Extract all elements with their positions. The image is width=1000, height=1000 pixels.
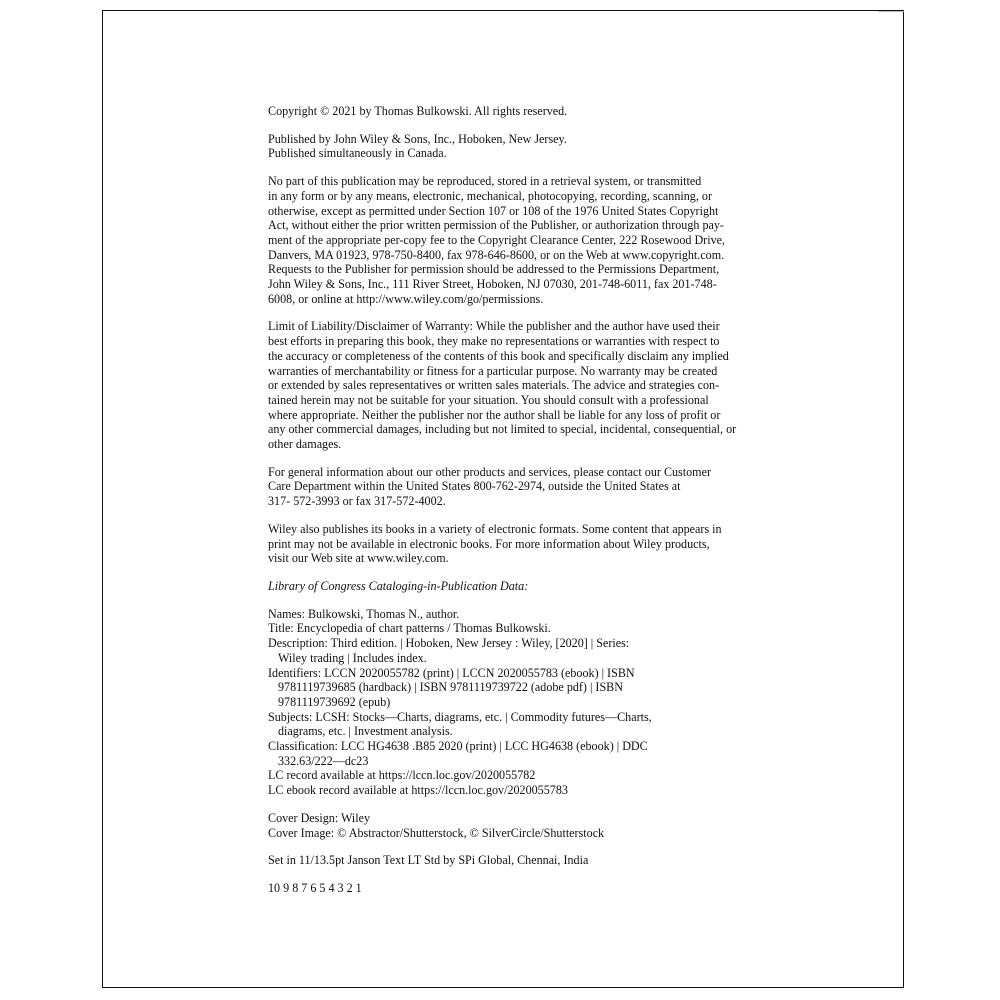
- cip-classification: Classification: LCC HG4638 .B85 2020 (print) | LCC HG4638 (ebook) | DDC: [268, 739, 648, 754]
- cip-subjects: diagrams, etc. | Investment analysis.: [278, 724, 453, 739]
- cip-title: Title: Encyclopedia of chart patterns / Thomas Bulkowski.: [268, 621, 551, 636]
- printing-line: 10 9 8 7 6 5 4 3 2 1: [268, 880, 362, 895]
- cover-credits: [268, 811, 758, 840]
- cip-classification: 332.63/222—dc23: [278, 753, 369, 768]
- corner-mark: [878, 11, 904, 12]
- copyright-content: [268, 104, 758, 909]
- published-paragraph: [268, 132, 758, 161]
- cip-lc-ebook-record: LC ebook record available at https://lccn.loc.gov/2020055783: [268, 783, 568, 798]
- cip-subjects: Subjects: LCSH: Stocks—Charts, diagrams, etc. | Commodity futures—Charts,: [268, 709, 652, 724]
- cip-data-block: [268, 607, 758, 798]
- loc-heading: Library of Congress Cataloging-in-Publication Data:: [268, 578, 529, 593]
- cover-image: Cover Image: © Abstractor/Shutterstock, © SilverCircle/Shutterstock: [268, 825, 605, 840]
- no-part-paragraph: No part of this publication may be reproduced, stored in a retrieval system, or transmitted in any form or by any means, electronic, mechanical, photocopying, recording, scanning, or otherwise, except as permitted under Section 107 or 108 of the 1976 United States Copyright Act, without either the prior written permission of the Publisher, or authorization through pay- ment of the appropriate per-copy fee to the Copyright Clearance Center, 222 Rosewood Drive, Danvers, MA 01923, 978-750-8400, fax 978-646-8600, or on the Web at www.copyright.com. Requests to the Publisher for permission should be addressed to the Permissions Department, John Wiley & Sons, Inc., 111 River Street, Hoboken, NJ 07030, 201-748-6011, fax 201-748- 6008, or online at http://www.wiley.com/go/permissions.: [268, 174, 726, 306]
- cip-identifiers: 9781119739692 (epub): [278, 694, 391, 709]
- cip-identifiers: 9781119739685 (hardback) | ISBN 9781119739722 (adobe pdf) | ISBN: [278, 680, 623, 695]
- cip-description: Wiley trading | Includes index.: [278, 650, 427, 665]
- published-line: Published simultaneously in Canada.: [268, 146, 447, 161]
- cip-names: Names: Bulkowski, Thomas N., author.: [268, 606, 460, 621]
- cip-lc-record: LC record available at https://lccn.loc.gov/2020055782: [268, 768, 536, 783]
- typeset-line: Set in 11/13.5pt Janson Text LT Std by SPi Global, Chennai, India: [268, 853, 589, 868]
- electronic-formats-paragraph: Wiley also publishes its books in a variety of electronic formats. Some content that appears in print may not be available in electronic books. For more information about Wiley products, visit our Web site at www.wiley.com.: [268, 521, 722, 566]
- cip-identifiers: Identifiers: LCCN 2020055782 (print) | LCCN 2020055783 (ebook) | ISBN: [268, 665, 635, 680]
- limit-of-liability-paragraph: Limit of Liability/Disclaimer of Warranty: While the publisher and the author have used their best efforts in preparing this book, they make no representations or warranties with respect to the accuracy or completeness of the contents of this book and specifically disclaim any implied warranties of merchantability or fitness for a particular purpose. No warranty may be created or extended by sales representatives or written sales materials. The advice and strategies con- tained herein may not be suitable for your situation. You should consult with a professional where appropriate. Neither the publisher nor the author shall be liable for any loss of profit or any other commercial damages, including but not limited to special, incidental, consequential, or other damages.: [268, 319, 737, 452]
- copyright-line: Copyright © 2021 by Thomas Bulkowski. All rights reserved.: [268, 104, 568, 118]
- general-info-paragraph: For general information about our other products and services, please contact our Customer Care Department within the United States 800-762-2974, outside the United States at 317- 572-3993 or fax 317-572-4002.: [268, 464, 711, 509]
- copyright-page: [102, 10, 904, 988]
- cover-design: Cover Design: Wiley: [268, 810, 371, 825]
- cip-description: Description: Third edition. | Hoboken, New Jersey : Wiley, [2020] | Series:: [268, 636, 630, 651]
- published-line: Published by John Wiley & Sons, Inc., Hoboken, New Jersey.: [268, 131, 567, 146]
